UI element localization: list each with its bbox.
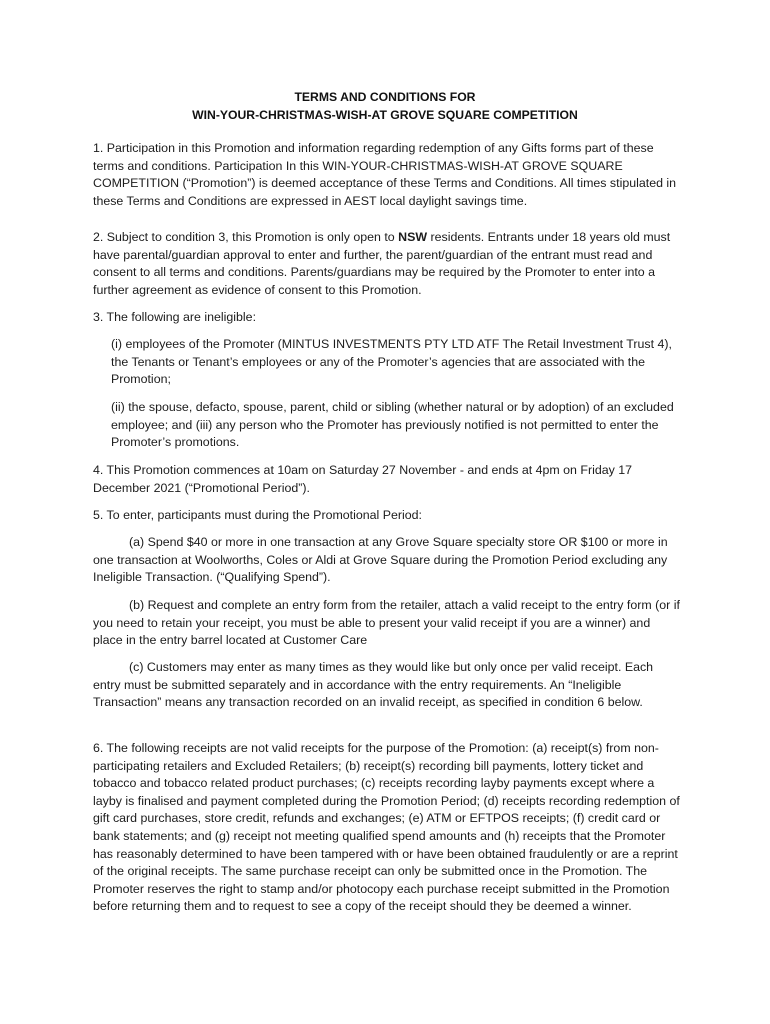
condition-1: 1. Participation in this Promotion and information regarding redemption of any Gifts forms part of these terms and conditions. Participation In this WIN-YOUR-CHRISTMAS-WISH-AT GROVE SQUARE COMPETITION (“Promotion”) is deemed acceptance of these Terms and Conditions. All times stipulated in these Terms and Conditions are expressed in AEST local daylight savings time. <box>93 141 677 208</box>
condition-5-item-b: (b) Request and complete an entry form from the retailer, attach a valid receipt to the entry form (or if you need to retain your receipt, you must be able to present your valid receipt if you are a winner) and place in the entry barrel located at Customer Care <box>93 598 680 648</box>
condition-2-state: NSW <box>398 230 428 244</box>
document-title-line-2: WIN-YOUR-CHRISTMAS-WISH-AT GROVE SQUARE COMPETITION <box>192 108 578 122</box>
condition-2 <box>93 229 683 299</box>
condition-5-item-c: (c) Customers may enter as many times as they would like but only once per valid receipt. Each entry must be submitted separately and in accordance with the entry requirements. An “Ineligible Transaction” means any transaction recorded on an invalid receipt, as specified in condition 6 below. <box>93 660 654 710</box>
condition-6: 6. The following receipts are not valid receipts for the purpose of the Promotion: (a) receipt(s) from non-participating retailers and Excluded Retailers; (b) receipt(s) recording bill payments, lottery ticket and tobacco and tobacco related product purchases; (c) receipts recording layby payments except where a layby is finalised and payment completed during the Promotion Period; (d) receipts recording redemption of gift card purchases, store credit, refunds and exchanges; (e) ATM or EFTPOS receipts; (f) credit card or bank statements; and (g) receipt not meeting qualified spend amounts and (h) receipts that the Promoter has reasonably determined to have been tampered with or have been obtained fraudulently or are a reprint of the original receipts. The same purchase receipt can only be submitted once in the Promotion. The Promoter reserves the right to stamp and/or photocopy each purchase receipt submitted in the Promotion before returning them and to request to see a copy of the receipt should they be deemed a winner. <box>93 741 680 914</box>
condition-3-item-ii: (ii) the spouse, defacto, spouse, parent, child or sibling (whether natural or by adoption) of an excluded employee; and (iii) any person who the Promoter has previously notified is not permitted to enter the Promoter’s promotions. <box>111 400 674 450</box>
document-title-line-1: TERMS AND CONDITIONS FOR <box>294 90 476 104</box>
condition-5-item-a: (a) Spend $40 or more in one transaction at any Grove Square specialty store OR $100 or more in one transaction at Woolworths, Coles or Aldi at Grove Square during the Promotion Period excluding any Ineligible Transaction. (“Qualifying Spend”). <box>93 535 668 585</box>
condition-2-text-end: residents. Entrants under 18 years old must have parental/guardian approval to enter and further, the parent/guardian of the entrant must read and consent to all terms and conditions. Parents/guardians may be required by the Promoter to enter into a further agreement as evidence of consent to this Promotion. <box>93 230 671 297</box>
condition-2-text-start: 2. Subject to condition 3, this Promotion is only open to <box>93 230 399 244</box>
condition-5: 5. To enter, participants must during the Promotional Period: <box>93 508 422 522</box>
condition-3-item-i: (i) employees of the Promoter (MINTUS INVESTMENTS PTY LTD ATF The Retail Investment Trust 4), the Tenants or Tenant’s employees or any of the Promoter’s agencies that are associated with the Promotion; <box>111 337 672 387</box>
condition-3: 3. The following are ineligible: <box>93 310 257 324</box>
condition-4: 4. This Promotion commences at 10am on Saturday 27 November - and ends at 4pm on Friday 17 December 2021 (“Promotional Period”). <box>93 463 633 495</box>
